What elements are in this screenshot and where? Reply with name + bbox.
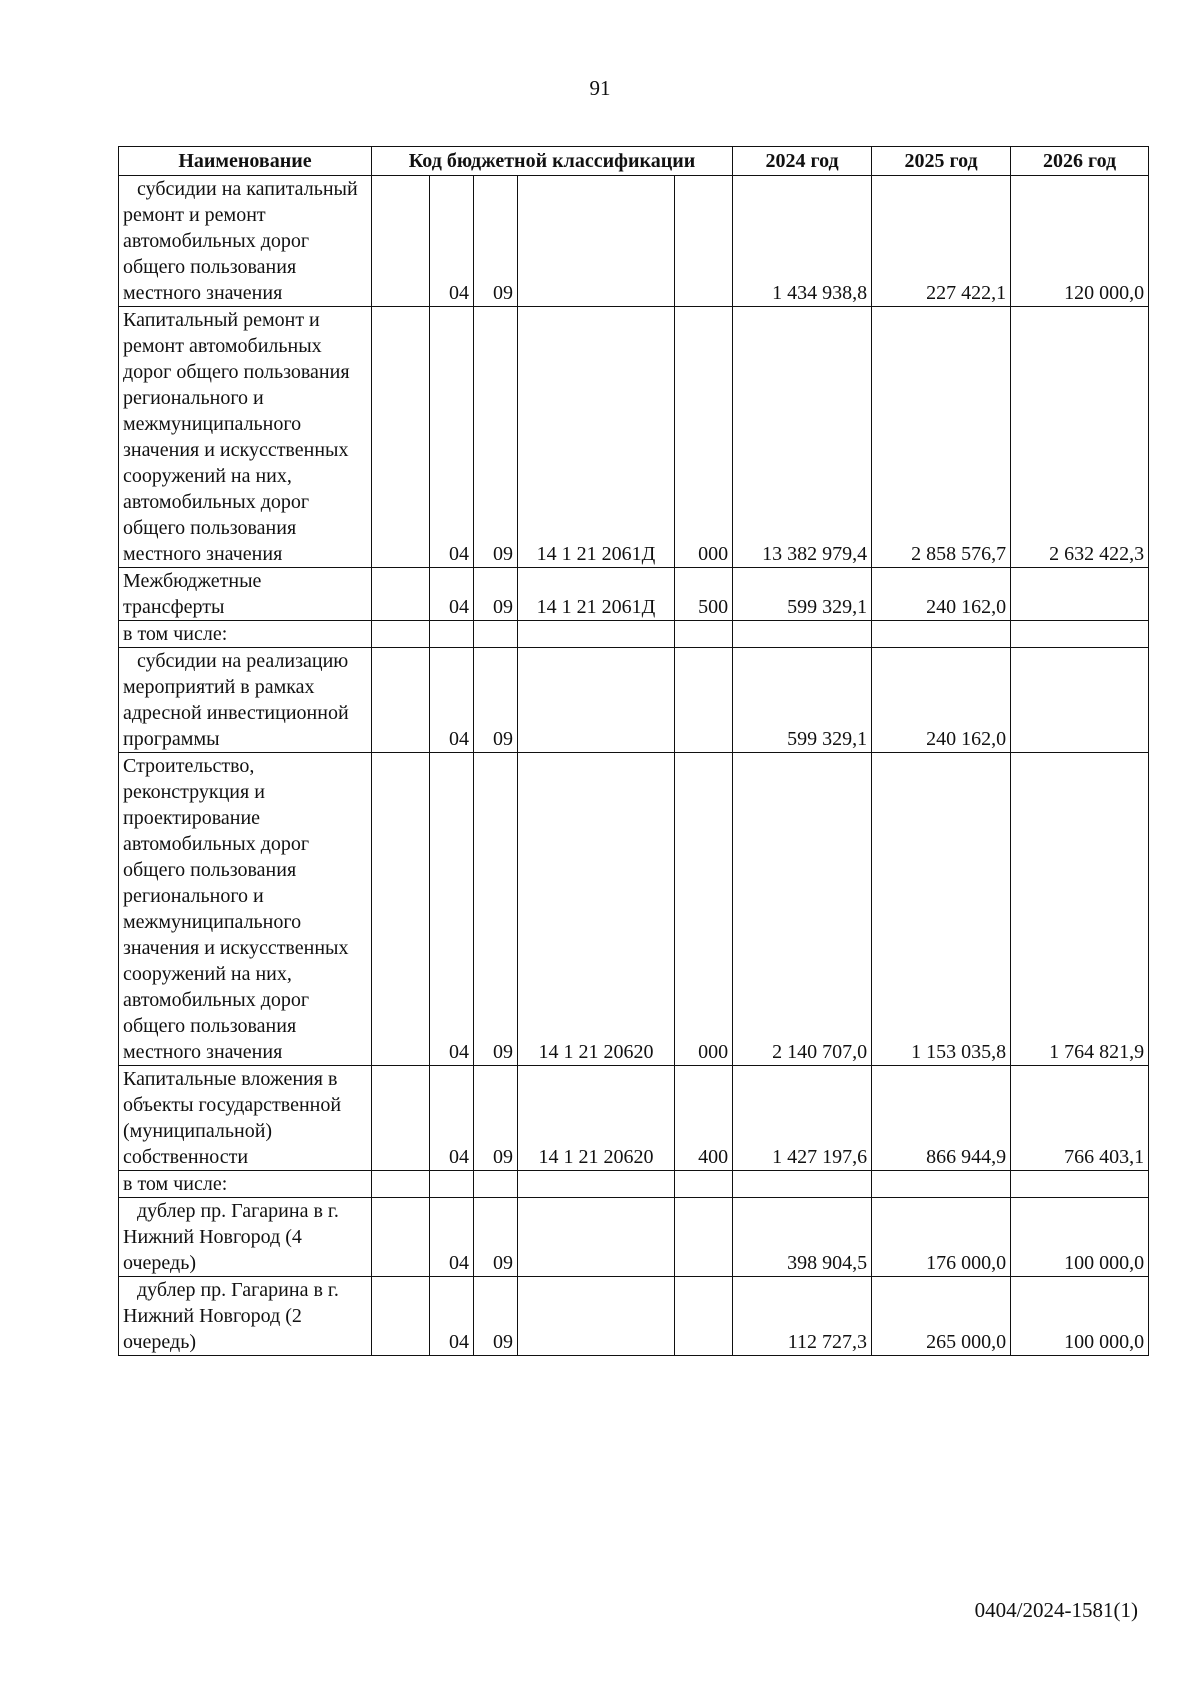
row-target-cell: 14 1 21 2061Д xyxy=(518,307,675,568)
row-subsection-cell: 09 xyxy=(474,648,518,753)
table-row xyxy=(119,1198,1149,1277)
row-code-1-cell xyxy=(372,568,430,621)
header-2024: 2024 год xyxy=(733,147,872,176)
row-expense-type-cell xyxy=(675,1198,733,1277)
row-name-text: Межбюджетные трансферты xyxy=(123,570,262,618)
row-2024-cell: 398 904,5 xyxy=(733,1198,872,1277)
row-2025-cell xyxy=(872,1171,1011,1198)
row-section-cell: 04 xyxy=(430,568,474,621)
row-name-text: Капитальные вложения в объекты государственной (муниципальной) собственности xyxy=(123,1068,342,1168)
row-section-cell: 04 xyxy=(430,307,474,568)
table-row xyxy=(119,753,1149,1066)
row-2024-cell: 1 434 938,8 xyxy=(733,176,872,307)
table-row xyxy=(119,1277,1149,1356)
row-2025-cell: 866 944,9 xyxy=(872,1066,1011,1171)
row-2025-cell: 240 162,0 xyxy=(872,648,1011,753)
row-subsection-cell: 09 xyxy=(474,1066,518,1171)
row-code-1-cell xyxy=(372,1171,430,1198)
row-subsection-cell xyxy=(474,1171,518,1198)
row-2026-cell xyxy=(1011,568,1149,621)
row-section-cell: 04 xyxy=(430,1066,474,1171)
row-2024-cell: 599 329,1 xyxy=(733,568,872,621)
header-2025: 2025 год xyxy=(872,147,1011,176)
row-expense-type-cell: 500 xyxy=(675,568,733,621)
row-name-cell xyxy=(119,753,372,1066)
row-section-cell xyxy=(430,1171,474,1198)
row-name-cell xyxy=(119,176,372,307)
row-name-text: в том числе: xyxy=(123,1173,228,1195)
row-section-cell: 04 xyxy=(430,1277,474,1356)
row-code-1-cell xyxy=(372,1277,430,1356)
row-subsection-cell: 09 xyxy=(474,753,518,1066)
row-expense-type-cell xyxy=(675,1171,733,1198)
row-2026-cell: 100 000,0 xyxy=(1011,1277,1149,1356)
row-2026-cell: 100 000,0 xyxy=(1011,1198,1149,1277)
row-target-cell xyxy=(518,1277,675,1356)
row-name-cell xyxy=(119,1171,372,1198)
row-name-text: Строительство, реконструкция и проектирование автомобильных дорог общего пользования регионального и межмуниципального значения и искусственных сооружений на них, автомобильных дорог общего пользования местного значения xyxy=(123,755,349,1063)
row-code-1-cell xyxy=(372,753,430,1066)
row-name-cell xyxy=(119,568,372,621)
row-expense-type-cell: 000 xyxy=(675,753,733,1066)
row-subsection-cell: 09 xyxy=(474,176,518,307)
row-2025-cell: 265 000,0 xyxy=(872,1277,1011,1356)
row-subsection-cell: 09 xyxy=(474,307,518,568)
row-2024-cell: 599 329,1 xyxy=(733,648,872,753)
row-name-text: дублер пр. Гагарина в г. Нижний Новгород (4 очередь) xyxy=(123,1200,339,1274)
row-name-text: дублер пр. Гагарина в г. Нижний Новгород (2 очередь) xyxy=(123,1279,339,1353)
row-name-cell xyxy=(119,648,372,753)
header-row xyxy=(119,147,1149,176)
table-row xyxy=(119,621,1149,648)
row-name-text: субсидии на реализацию мероприятий в рамках адресной инвестиционной программы xyxy=(123,650,349,750)
table-row xyxy=(119,648,1149,753)
row-2024-cell xyxy=(733,621,872,648)
row-subsection-cell: 09 xyxy=(474,1198,518,1277)
row-2026-cell: 120 000,0 xyxy=(1011,176,1149,307)
table-row xyxy=(119,307,1149,568)
row-section-cell: 04 xyxy=(430,1198,474,1277)
row-name-text: в том числе: xyxy=(123,623,228,645)
table-row xyxy=(119,1171,1149,1198)
row-code-1-cell xyxy=(372,307,430,568)
row-name-cell xyxy=(119,1277,372,1356)
row-expense-type-cell xyxy=(675,1277,733,1356)
row-name-text: субсидии на капитальный ремонт и ремонт автомобильных дорог общего пользования местного значения xyxy=(123,178,358,304)
row-2025-cell: 1 153 035,8 xyxy=(872,753,1011,1066)
row-code-1-cell xyxy=(372,176,430,307)
row-2025-cell: 2 858 576,7 xyxy=(872,307,1011,568)
row-name-cell xyxy=(119,621,372,648)
row-code-1-cell xyxy=(372,648,430,753)
row-target-cell xyxy=(518,621,675,648)
row-target-cell: 14 1 21 2061Д xyxy=(518,568,675,621)
row-name-cell xyxy=(119,307,372,568)
header-2026: 2026 год xyxy=(1011,147,1149,176)
row-expense-type-cell: 000 xyxy=(675,307,733,568)
row-target-cell: 14 1 21 20620 xyxy=(518,753,675,1066)
row-target-cell xyxy=(518,176,675,307)
row-2024-cell xyxy=(733,1171,872,1198)
row-subsection-cell xyxy=(474,621,518,648)
row-2024-cell: 2 140 707,0 xyxy=(733,753,872,1066)
budget-table xyxy=(118,146,1149,1356)
row-section-cell: 04 xyxy=(430,176,474,307)
row-2025-cell: 227 422,1 xyxy=(872,176,1011,307)
row-2026-cell xyxy=(1011,1171,1149,1198)
row-expense-type-cell xyxy=(675,621,733,648)
row-2026-cell: 2 632 422,3 xyxy=(1011,307,1149,568)
row-2024-cell: 13 382 979,4 xyxy=(733,307,872,568)
table-header xyxy=(119,147,1149,176)
row-2025-cell xyxy=(872,621,1011,648)
document-code: 0404/2024-1581(1) xyxy=(974,1598,1138,1622)
row-target-cell xyxy=(518,648,675,753)
row-2026-cell xyxy=(1011,621,1149,648)
row-target-cell xyxy=(518,1198,675,1277)
table-body xyxy=(119,176,1149,1356)
row-2026-cell xyxy=(1011,648,1149,753)
row-expense-type-cell xyxy=(675,176,733,307)
row-expense-type-cell xyxy=(675,648,733,753)
row-name-cell xyxy=(119,1198,372,1277)
row-2025-cell: 240 162,0 xyxy=(872,568,1011,621)
row-target-cell: 14 1 21 20620 xyxy=(518,1066,675,1171)
header-code: Код бюджетной классификации xyxy=(372,147,733,176)
header-name: Наименование xyxy=(119,147,372,176)
page-number: 91 xyxy=(589,76,611,100)
row-subsection-cell: 09 xyxy=(474,568,518,621)
table-row xyxy=(119,176,1149,307)
row-section-cell: 04 xyxy=(430,753,474,1066)
table-row xyxy=(119,568,1149,621)
row-2026-cell: 766 403,1 xyxy=(1011,1066,1149,1171)
row-subsection-cell: 09 xyxy=(474,1277,518,1356)
row-2025-cell: 176 000,0 xyxy=(872,1198,1011,1277)
row-code-1-cell xyxy=(372,1198,430,1277)
row-name-cell xyxy=(119,1066,372,1171)
row-code-1-cell xyxy=(372,621,430,648)
row-name-text: Капитальный ремонт и ремонт автомобильных дорог общего пользования регионального и межмуниципального значения и искусственных сооружений на них, автомобильных дорог общего пользования местного значения xyxy=(123,309,350,565)
table-row xyxy=(119,1066,1149,1171)
row-2026-cell: 1 764 821,9 xyxy=(1011,753,1149,1066)
row-2024-cell: 112 727,3 xyxy=(733,1277,872,1356)
row-target-cell xyxy=(518,1171,675,1198)
row-expense-type-cell: 400 xyxy=(675,1066,733,1171)
row-section-cell: 04 xyxy=(430,648,474,753)
row-code-1-cell xyxy=(372,1066,430,1171)
row-section-cell xyxy=(430,621,474,648)
row-2024-cell: 1 427 197,6 xyxy=(733,1066,872,1171)
